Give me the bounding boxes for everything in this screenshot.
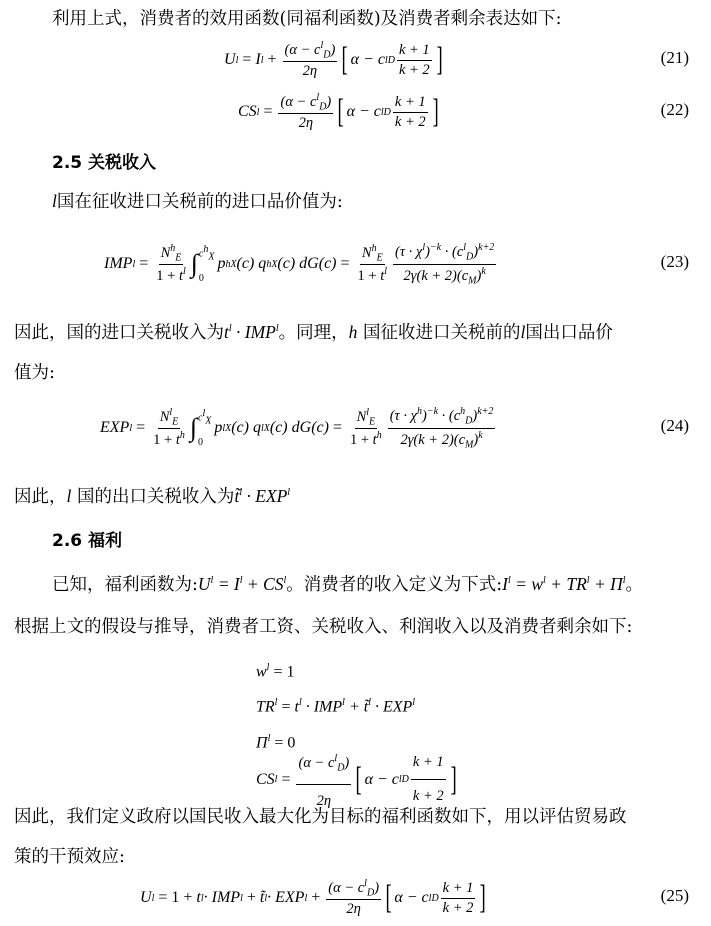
paragraph-text: 已知，福利函数为: [52,574,198,595]
math-l: l [66,485,72,506]
math-tr: + TR [545,573,587,594]
math-u: U [197,573,211,594]
equation-24: EXP l = $\frac{N^l_E}{1 + t^h}$ ∫ $c^l_X$ 0 p l X (c) q l X (c) dG(c) = $\frac{N^l_E}{1 + t^h}$ $\frac{(\tau \cdot \chi^h)^{-k} \cdot (c^h_D)^{k+2}}{2\gamma(k + 2)(c_M)^k}$ (24) [100,405,689,451]
paragraph-welfare-function: 因此，我们定义政府以国民收入最大化为目标的福利函数如下，用以评估贸易政 [14,807,627,827]
paragraph-welfare-function-line2: 策的干预效应: [14,847,125,867]
paragraph-import-value [52,188,697,215]
equation-number: (23) [660,252,689,271]
equation-23: IMP l = $\frac{N^h_E}{1 + t^l}$ ∫ $c^h_X$ 0 p h X (c) q h X (c) dG(c) = $\frac{N^h_E}{1 + t^l}$ $\frac{(\tau \cdot \chi^l)^{-k} \cdot (c^l_D)^{k+2}}{2\gamma(k + 2)(c_M)^k}$ (23) [104,241,689,287]
equation-number: (21) [660,48,689,67]
equation-21: U l = I l + $\frac{(\alpha - c^l_D)}{2\eta}$ [ α − c l D $\frac{k + 1}{k + 2}$ ] (21) [224,39,689,80]
math-w: = w [510,573,544,594]
paragraph-text: 国出口品价 [525,322,613,343]
equation-number: (24) [660,416,689,435]
paragraph-text: 。同理， [278,322,349,343]
equation-25: U l = 1 + t l · IMP l + t̃ l · EXP l + $\frac{(\alpha - c^l_D)}{2\eta}$ [ α − c l D $\frac{k + 1}{k + 2}$ ] (25) [140,877,689,918]
paragraph-text: 。消费者的收入定义为下式: [286,574,503,595]
math-i: = I [213,573,240,594]
equation-22: CS l = $\frac{(\alpha - c^l_D)}{2\eta}$ [ α − c l D $\frac{k + 1}{k + 2}$ ] (22) [238,91,689,132]
paragraph-import-tariff: 因此，国的进口关税收入为$t^l \cdot IMP^l$。同理，h 国征收进口关税前的l国出口品价 [14,321,613,343]
math-t: t [224,321,229,342]
math-h: h [348,321,358,342]
paragraph-text: 。 [625,574,644,595]
math-l: l [52,191,57,211]
paragraph-utility-intro: 利用上式，消费者的效用函数(同福利函数)及消费者剩余表达如下: [52,9,562,29]
paragraph-export-value: 值为: [14,363,55,383]
math-t-tilde: t̃ [234,485,240,506]
equation-number: (22) [660,100,689,119]
equation-wage: $w^l = 1$ [256,662,295,681]
section-heading-2-5: 2.5 关税收入 [52,153,157,173]
section-heading-2-6: 2.6 福利 [52,531,123,551]
paragraph-text: 因此，国的进口关税收入为 [14,322,224,343]
math-pi: + Π [589,573,623,594]
paragraph-text: 因此， [14,486,67,507]
paragraph-text: 国征收进口关税前的 [357,322,521,343]
math-cs: + CS [242,573,284,594]
equation-number: (25) [660,886,689,905]
equation-stack [256,652,459,810]
equation-consumer-surplus: CS l = $\frac{(\alpha - c^l_D)}{2\eta}$ [ α − c l D $\frac{k + 1}{k + 2}$ ] [256,758,459,802]
paragraph-income-components: 根据上文的假设与推导，消费者工资、关税收入、利润收入以及消费者剩余如下: [14,617,633,637]
math-exp: · EXP [242,485,288,506]
paragraph-text: 国在征收进口关税前的进口品价值为: [56,192,343,212]
paragraph-welfare-definition: 已知，福利函数为$:U^l = I^l + CS^l$。消费者的收入定义为下式$:I^l = w^l + TR^l + \Pi^l$。 [52,573,644,595]
equation-tariff-revenue: $TR^l = t^l \cdot IMP^l$ + t̃$^l$ · $EXP^l$ [256,697,416,716]
math-imp: · IMP [231,321,276,342]
math-i: I [502,573,508,594]
paragraph-text: 国的出口关税收入为 [71,486,235,507]
math-l: l [520,321,526,342]
paragraph-export-tariff: 因此，l 国的出口关税收入为t̃$^l$ · $EXP^l$ [14,485,291,507]
equation-profit: $\Pi^l = 0$ [256,732,296,751]
